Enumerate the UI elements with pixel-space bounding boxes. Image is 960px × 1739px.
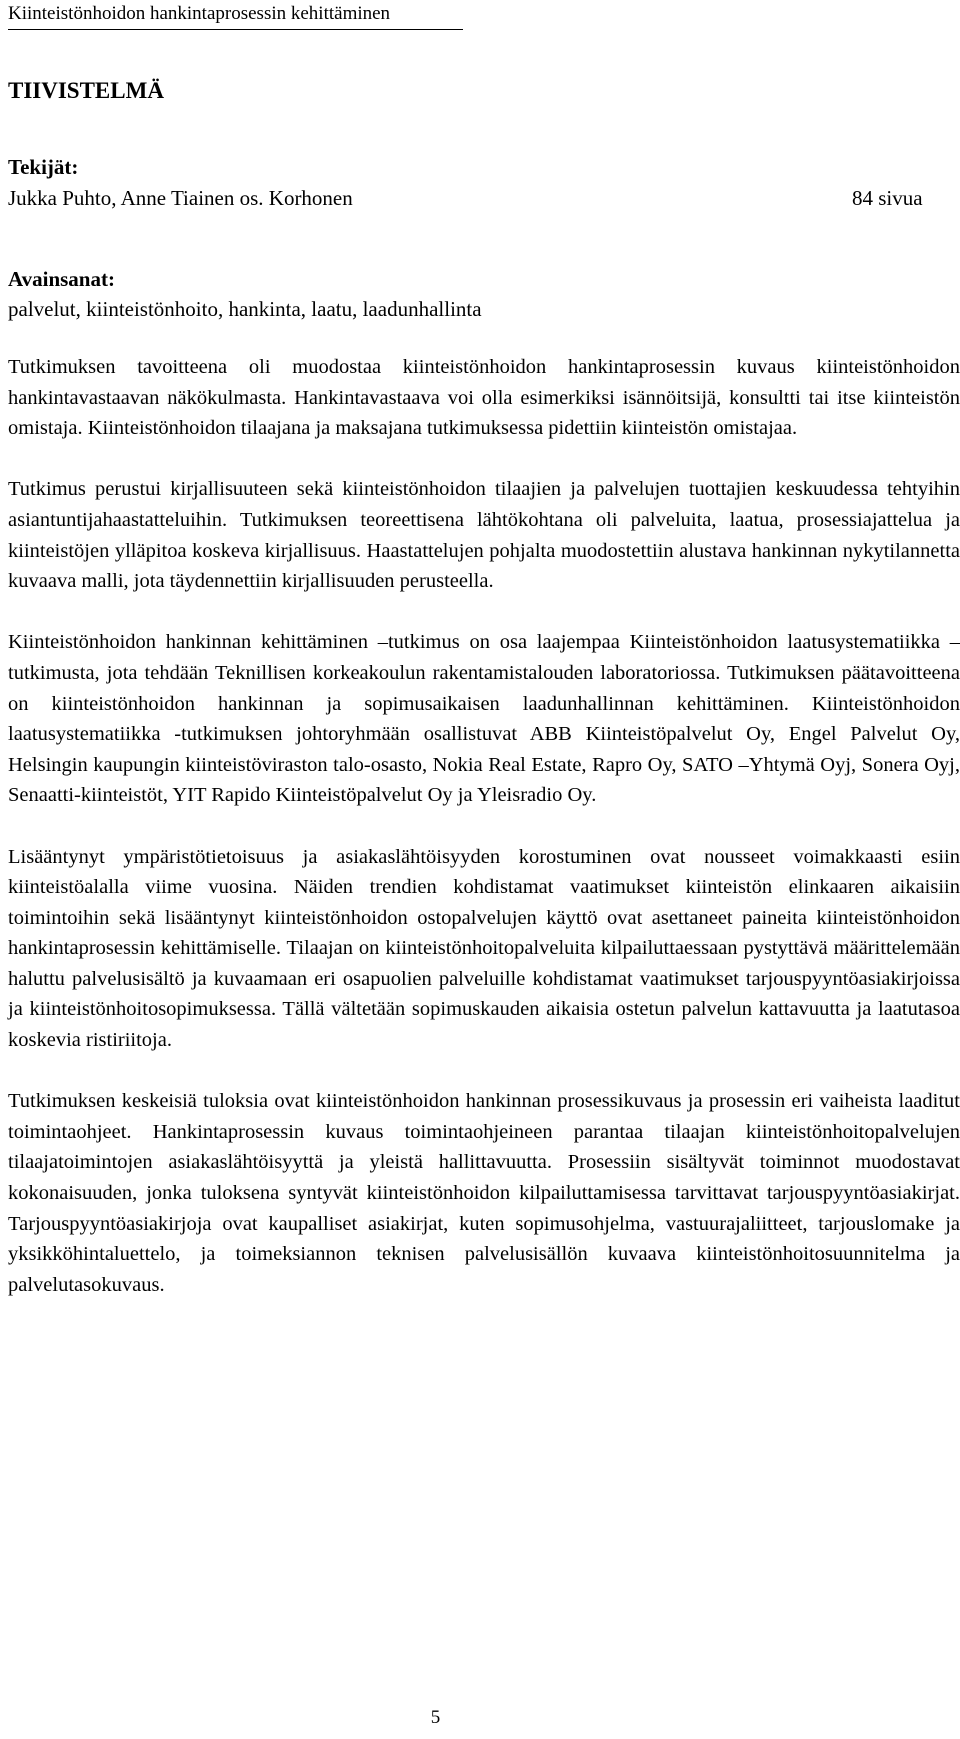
paragraph: Tutkimuksen keskeisiä tuloksia ovat kiinteistönhoidon hankinnan prosessikuvaus ja prosessin eri vaiheista laaditut toimintaohjeet. Hankintaprosessin kuvaus toimintaohjeineen parantaa tilaajan kiinteistönhoitopalvelujen tilaajatoimintojen asiakaslähtöisyyttä ja yleistä hallittavuutta. Prosessiin sisältyvät toiminnot muodostavat kokonaisuuden, jonka tuloksena syntyvät kiinteistönhoidon kilpailuttamisessa tarvittavat tarjouspyyntöasiakirjat. Tarjouspyyntöasiakirjoja ovat kaupalliset asiakirjat, kuten sopimusohjelma, vastuurajaliitteet, tarjouslomake ja yksikköhintaluettelo, ja toimeksiannon teknisen palvelusisällön kuvaava kiinteistönhoitosuunnitelma ja palvelutasokuvaus. [8, 1090, 960, 1296]
paragraph: Tutkimus perustui kirjallisuuteen sekä kiinteistönhoidon tilaajien ja palvelujen tuottajien keskuudessa tehtyihin asiantuntijahaastatteluihin. Tutkimuksen teoreettisena lähtökohtana oli palveluita, laatua, prosessiajattelua ja kiinteistöjen ylläpitoa koskeva kirjallisuus. Haastattelujen pohjalta muodostettiin alustava hankinnan nykytilannetta kuvaava malli, jota täydennettiin kirjallisuuden perusteella. [8, 478, 960, 593]
authors-label: Tekijät: [8, 155, 79, 179]
document-page [8, 0, 960, 1739]
paragraph: Lisääntynyt ympäristötietoisuus ja asiakaslähtöisyyden korostuminen ovat nousseet voimakkaasti esiin kiinteistöalalla viime vuosina. Näiden trendien kohdistamat vaatimukset kiinteistön elinkaaren aikaisiin toimintoihin sekä lisääntynyt kiinteistönhoidon ostopalvelujen käyttö ovat asettaneet paineita kiinteistönhoidon hankintaprosessin kehittämiselle. Tilaajan on kiinteistönhoitopalveluita kilpailuttaessaan pystyttävä määrittelemään haluttu palvelusisältö ja kuvaamaan eri osapuolien palveluille kohdistamat vaatimukset tarjouspyyntöasiakirjoissa ja kiinteistönhoitosopimuksessa. Tällä vältetään sopimuskauden aikaisia ostetun palvelun kattavuutta ja laatutasoa koskevia ristiriitoja. [8, 845, 960, 1052]
authors-names: Jukka Puhto, Anne Tiainen os. Korhonen [8, 186, 353, 210]
keywords-label: Avainsanat: [8, 267, 115, 291]
paragraph: Tutkimuksen tavoitteena oli muodostaa kiinteistönhoidon hankintaprosessin kuvaus kiinteistönhoidon hankintavastaavan näkökulmasta. Hankintavastaava voi olla esimerkiksi isännöitsijä, konsultti tai itse kiinteistön omistaja. Kiinteistönhoidon tilaajana ja maksajana tutkimuksessa pidettiin kiinteistön omistajaa. [8, 356, 960, 440]
page-count: 84 sivua [852, 186, 923, 210]
abstract-body [8, 352, 960, 1331]
paragraph: Kiinteistönhoidon hankinnan kehittäminen –tutkimus on osa laajempaa Kiinteistönhoidon laatusystematiikka –tutkimusta, jota tehdään Teknillisen korkeakoulun rakentamistalouden laboratoriossa. Tutkimuksen päätavoitteena on kiinteistönhoidon hankinnan ja sopimusaikaisen laadunhallinnan kehittäminen. Kiinteistönhoidon laatusystematiikka -tutkimuksen johtoryhmään osallistuvat ABB Kiinteistöpalvelut Oy, Engel Palvelut Oy, Helsingin kaupungin kiinteistöviraston talo-osasto, Nokia Real Estate, Rapro Oy, SATO –Yhtymä Oyj, Sonera Oyj, Senaatti-kiinteistöt, YIT Rapido Kiinteistöpalvelut Oy ja Yleisradio Oy. [8, 631, 960, 807]
keywords-value: palvelut, kiinteistönhoito, hankinta, laatu, laadunhallinta [8, 297, 482, 321]
page-title: TIIVISTELMÄ [8, 78, 164, 103]
running-header: Kiinteistönhoidon hankintaprosessin kehittäminen [8, 2, 463, 30]
page-number: 5 [430, 1707, 441, 1728]
